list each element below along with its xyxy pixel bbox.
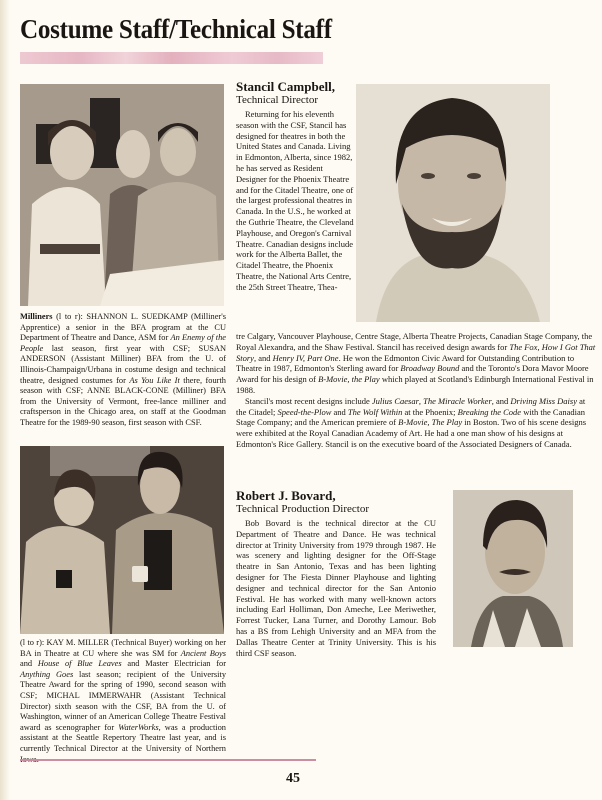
production-title: Anything Goes (20, 669, 74, 679)
caption-text: there, fourth season with CSF; ANNE BLACK-CONE (Milliner) BFA from the University of Vermont, free-lance milliner and craftsperson in the Chicago area, on staff at the Goodman Theatre for the 1989-90 season, first season with CSF. (20, 375, 226, 427)
bovard-name: Robert J. Bovard, (236, 488, 336, 503)
production-title: House of Blue Leaves (37, 659, 122, 669)
caption-text: and (20, 659, 38, 669)
bovard-bio-text: Bob Bovard is the technical director at the CU Department of Theatre and Dance. He was technical director at Trinity University from 1979 through 1987. He was scenery and lighting designer for the Off-Stage theatre in San Antonio, Texas and has been lighting designer for The Fiesta Dinner Playhouse and lighting designer and technical director for the San Antonio Festival. He has worked with many well-known actors including Earl Holliman, Don Ameche, Lee Meriwether, Forrest Tucker, Lana Turner, and Dorothy Lamour. Bob has a BS from Lehigh University and an MFA from the Dallas Theatre Center at Trinity University. This is his third CSF season. (236, 518, 436, 658)
title-accent-bar (20, 52, 323, 64)
caption-text: and Master Electrician for (121, 659, 226, 669)
bovard-bio (236, 518, 436, 658)
stancil-bio-wide (236, 331, 596, 450)
production-title: Ancient Boys (180, 648, 226, 658)
stancil-bio-narrow: Returning for his eleventh season with the CSF, Stancil has designed for theatres in both the United States and Canada. Living in Edmonton, Alberta, since 1982, he has served as Resident Designer for the Phoenix Theatre and for the Citadel Theatre, one of the largest professional theatres in Canada. In the U.S., he worked at the Guthrie Theatre, the Cleveland Playhouse, and Oregon's Carnival Theatre. Canadian designs include work for the Alberta Ballet, the Citadel Theatre, the Phoenix Theatre, the National Arts Centre, the 25th Street Theatre, Thea- (236, 109, 354, 292)
milliners-photo (20, 84, 224, 306)
production-title: An Enemy of the People (20, 333, 226, 353)
stancil-bio-column (236, 109, 354, 293)
caption-text: last season; recipient of the University Theatre Award for the spring of 1990, second season with CSF; MICHAL IMMERWAHR (Assistant Technical Director) sixth season with the CSF, BA from the U. of Washington, winner of an American College Theatre Festival award as scenographer for (20, 669, 227, 732)
caption-text: , was a production assistant at the Seattle Repertory Theatre last year, and is currently Technical Director at the University of Northern (20, 722, 226, 753)
tech-staff-photo (20, 446, 224, 634)
page-number: 45 (286, 771, 300, 786)
production-title: WaterWorks (118, 722, 159, 732)
bovard-role: Technical Production Director (236, 503, 370, 515)
tech-staff-caption (20, 638, 226, 765)
footer-rule (20, 759, 316, 761)
caption-lead: Milliners (20, 312, 53, 321)
milliners-caption (20, 312, 226, 429)
production-title: As You Like It (129, 375, 180, 385)
stancil-bio-p1: tre Calgary, Vancouver Playhouse, Centre Stage, Alberta Theatre Projects, Canadian Stage Company, the Royal Alexandra, and the Shaw Festival. Stancil has received design awards for The Fox, How I Got That Story, and Henry IV, Part One. He won the Edmonton Civic Award for Outstanding Contribution to Theatre in 1987, Edmonton's Sterling award for Broadway Bound and the Toronto's Dora Mavor Moore Award for his design of B-Movie, the Play which played at Scotland's Edinburgh International Festival in 1988. (236, 331, 596, 395)
caption-text: last season, first year with CSF; SUSAN ANDERSON (Assistant Milliner) BFA from the U. of Illinois-Champaign/Urbana in costume design and technical theatre, designed costumes for (20, 343, 226, 385)
stancil-role: Technical Director (236, 94, 318, 106)
bovard-portrait (453, 490, 573, 647)
page-edge-shadow (0, 0, 10, 800)
stancil-portrait (356, 84, 550, 322)
caption-text: (l to r): SHANNON L. SUEDKAMP (Milliner's Apprentice) a senior in the BFA program at the CU Department of Theatre and Dance, ASM for (20, 312, 226, 343)
page-title: Costume Staff/Technical Staff (20, 14, 332, 44)
stancil-bio-p2: Stancil's most recent designs include Julius Caesar, The Miracle Worker, and Driving Miss Daisy at the Citadel; Speed-the-Plow and The Wolf Within at the Phoenix; Breaking the Code with the Canadian Stage Company; and the American premiere of B-Movie, The Play in Boston. Two of his scene designs were exhibited at the Royal Canadian Academy of Art. He had a one man show of his designs at Edmonton's Rice Gallery. Stancil is on the executive board of the Associated Designers of Canada. (236, 395, 587, 449)
stancil-name: Stancil Campbell, (236, 79, 335, 94)
caption-text: (l to r): KAY M. MILLER (Technical Buyer) working on her BA in Theatre at CU where she was SM for (20, 638, 226, 658)
